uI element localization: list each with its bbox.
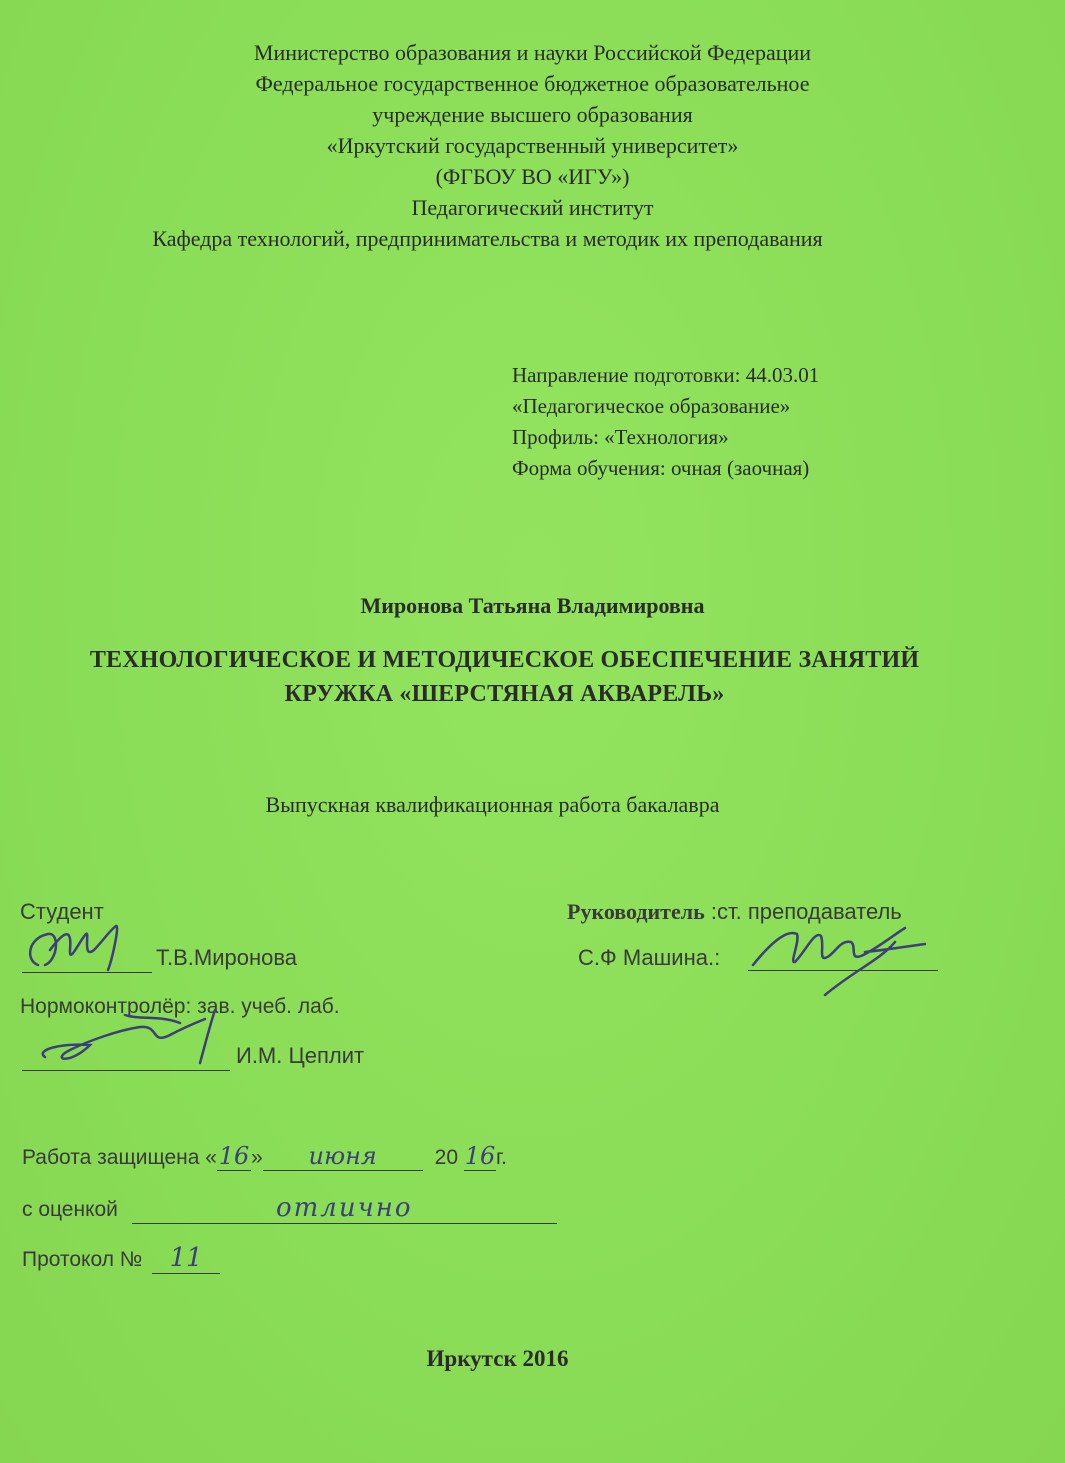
normcontrol-signature — [30, 1005, 240, 1075]
specialty-direction: Направление подготовки: 44.03.01 — [512, 363, 820, 387]
defense-year: 16 — [464, 1142, 496, 1170]
protocol-value: 11 — [152, 1243, 220, 1274]
student-name: Т.В.Миронова — [156, 945, 298, 970]
specialty-direction-name: «Педагогическое образование» — [512, 394, 791, 418]
supervisor-signature — [745, 920, 935, 1000]
ministry-line: Министерство образования и науки Российской Федерации — [253, 40, 812, 65]
defense-date-line — [22, 1142, 507, 1171]
student-signature — [20, 920, 150, 980]
supervisor-name: С.Ф Машина.: — [578, 945, 721, 970]
work-type: Выпускная квалификационная работа бакалавра — [265, 792, 720, 817]
grade-line — [22, 1193, 557, 1224]
grade-value: отлично — [132, 1193, 557, 1224]
student-label: Студент — [20, 899, 104, 924]
institution-type-line-2: учреждение высшего образования — [372, 102, 693, 127]
university-abbr: (ФГБОУ ВО «ИГУ») — [435, 164, 630, 189]
defense-mid: » — [250, 1146, 263, 1169]
department-name: Кафедра технологий, предпринимательства и методик их преподавания — [152, 226, 823, 251]
normcontrol-label: Нормоконтролёр: зав. учеб. лаб. — [20, 995, 340, 1018]
author-name: Миронова Татьяна Владимировна — [360, 593, 705, 618]
defense-prefix: Работа защищена « — [22, 1146, 217, 1169]
grade-label: с оценкой — [22, 1198, 118, 1221]
thesis-title-line-2: КРУЖКА «ШЕРСТЯНАЯ АКВАРЕЛЬ» — [284, 681, 725, 707]
city-year: Иркутск 2016 — [426, 1346, 569, 1371]
institution-type-line: Федеральное государственное бюджетное образовательное — [255, 71, 810, 96]
protocol-label: Протокол № — [22, 1248, 143, 1271]
protocol-line — [22, 1243, 220, 1274]
supervisor-label-bold: Руководитель — [567, 899, 705, 924]
specialty-profile: Профиль: «Технология» — [512, 425, 729, 449]
study-form: Форма обучения: очная (заочная) — [512, 456, 810, 480]
institute-name: Педагогический институт — [411, 195, 654, 220]
university-name: «Иркутский государственный университет» — [326, 133, 739, 158]
defense-suffix: г. — [496, 1146, 507, 1169]
supervisor-label-rest: :ст. преподаватель — [704, 899, 902, 924]
normcontrol-name: И.М. Цеплит — [236, 1043, 365, 1068]
defense-day: 16 — [218, 1142, 250, 1170]
thesis-title-line-1: ТЕХНОЛОГИЧЕСКОЕ И МЕТОДИЧЕСКОЕ ОБЕСПЕЧЕНИЕ ЗАНЯТИЙ — [89, 647, 920, 673]
defense-year-prefix: 20 — [434, 1146, 459, 1169]
defense-month: июня — [263, 1142, 423, 1171]
